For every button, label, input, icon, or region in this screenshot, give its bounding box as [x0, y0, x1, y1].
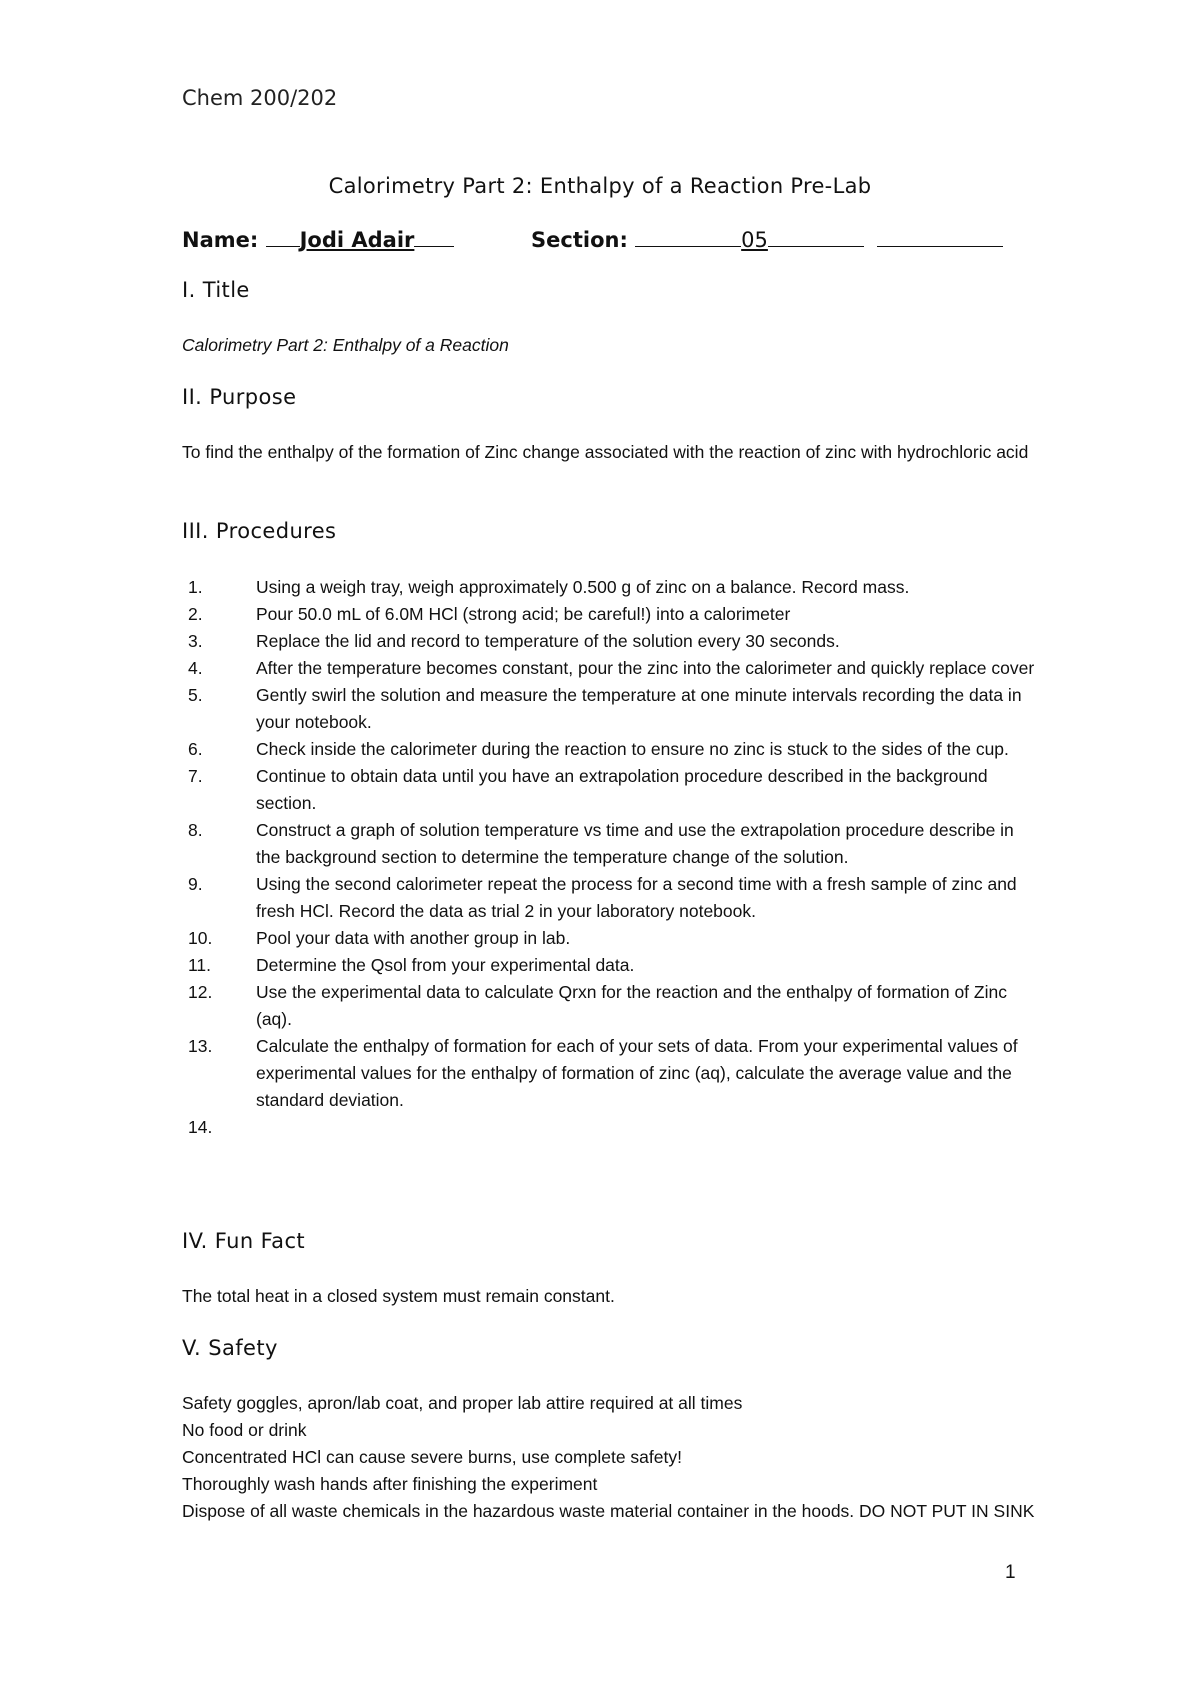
procedure-text: Pool your data with another group in lab.	[256, 928, 571, 948]
procedure-text: Gently swirl the solution and measure the temperature at one minute intervals recording the data in your notebook.	[256, 685, 1022, 732]
procedure-text: Replace the lid and record to temperature of the solution every 30 seconds.	[256, 631, 840, 651]
procedure-item	[182, 925, 1042, 952]
procedure-text: Pour 50.0 mL of 6.0M HCl (strong acid; be careful!) into a calorimeter	[256, 604, 791, 624]
procedure-item	[182, 655, 1042, 682]
procedure-number: 4.	[188, 658, 203, 678]
safety-line: Thoroughly wash hands after finishing the experiment	[182, 1474, 598, 1494]
section-label: Section:	[531, 228, 628, 252]
fun-fact-heading: IV. Fun Fact	[182, 1229, 306, 1253]
procedure-item	[182, 979, 1042, 1033]
procedure-text: Use the experimental data to calculate Qrxn for the reaction and the enthalpy of formation of Zinc (aq).	[256, 982, 1007, 1029]
procedure-number: 10.	[188, 928, 213, 948]
course-header: Chem 200/202	[182, 86, 338, 110]
name-label: Name:	[182, 228, 259, 252]
procedure-item	[182, 628, 1042, 655]
section-underline-lead	[635, 226, 741, 247]
procedure-number: 8.	[188, 820, 203, 840]
procedure-text: After the temperature becomes constant, pour the zinc into the calorimeter and quickly replace cover	[256, 658, 1035, 678]
procedure-item	[182, 682, 1042, 736]
section-value: 05	[741, 228, 768, 252]
procedure-item	[182, 871, 1042, 925]
safety-line: Dispose of all waste chemicals in the hazardous waste material container in the hoods. DO NOT PUT IN SINK	[182, 1501, 1035, 1521]
fun-fact-text: The total heat in a closed system must remain constant.	[182, 1286, 615, 1306]
safety-line: Concentrated HCl can cause severe burns, use complete safety!	[182, 1447, 682, 1467]
page-number: 1	[1005, 1562, 1016, 1583]
procedure-item	[182, 601, 1042, 628]
procedure-text: Using a weigh tray, weigh approximately 0.500 g of zinc on a balance. Record mass.	[256, 577, 910, 597]
section-underline-trail	[768, 226, 864, 247]
title-text: Calorimetry Part 2: Enthalpy of a Reaction	[182, 335, 509, 355]
procedure-text: Determine the Qsol from your experimental data.	[256, 955, 635, 975]
name-value: Jodi Adair	[299, 228, 415, 252]
extra-underline	[877, 226, 1003, 247]
procedure-item	[182, 736, 1042, 763]
procedure-text: Using the second calorimeter repeat the process for a second time with a fresh sample of zinc and fresh HCl. Record the data as trial 2 in your laboratory notebook.	[256, 874, 1017, 921]
safety-list	[182, 1390, 1042, 1525]
procedure-item	[182, 952, 1042, 979]
procedure-text: Calculate the enthalpy of formation for each of your sets of data. From your experimental values of experimental values for the enthalpy of formation of zinc (aq), calculate the average value and the standard deviation.	[256, 1036, 1018, 1110]
procedure-number: 11.	[188, 955, 212, 975]
procedure-number: 9.	[188, 874, 203, 894]
procedure-text: Check inside the calorimeter during the reaction to ensure no zinc is stuck to the sides of the cup.	[256, 739, 1009, 759]
procedure-number: 7.	[188, 766, 203, 786]
name-underline-lead	[266, 226, 300, 247]
procedure-number: 5.	[188, 685, 203, 705]
procedure-number: 2.	[188, 604, 203, 624]
purpose-text: To find the enthalpy of the formation of Zinc change associated with the reaction of zinc with hydrochloric acid	[182, 442, 1029, 462]
procedure-number: 6.	[188, 739, 203, 759]
procedure-item	[182, 1033, 1042, 1114]
safety-line: No food or drink	[182, 1420, 307, 1440]
name-underline-trail	[414, 226, 454, 247]
procedure-number: 13.	[188, 1036, 213, 1056]
procedures-heading: III. Procedures	[182, 519, 337, 543]
procedure-number: 12.	[188, 982, 213, 1002]
procedure-item	[182, 763, 1042, 817]
title-heading: I. Title	[182, 278, 250, 302]
procedure-item	[182, 574, 1042, 601]
purpose-heading: II. Purpose	[182, 385, 297, 409]
procedure-number: 14.	[188, 1117, 213, 1137]
safety-heading: V. Safety	[182, 1336, 278, 1360]
procedures-list	[182, 574, 1042, 1137]
procedure-item	[182, 817, 1042, 871]
procedure-text: Continue to obtain data until you have an extrapolation procedure described in the background section.	[256, 766, 988, 813]
procedure-number: 3.	[188, 631, 203, 651]
name-section-row	[182, 226, 1062, 252]
procedure-text: Construct a graph of solution temperature vs time and use the extrapolation procedure describe in the background section to determine the temperature change of the solution.	[256, 820, 1014, 867]
procedure-number: 1.	[188, 577, 203, 597]
safety-line: Safety goggles, apron/lab coat, and proper lab attire required at all times	[182, 1393, 743, 1413]
document-title: Calorimetry Part 2: Enthalpy of a Reaction Pre-Lab	[328, 174, 872, 198]
